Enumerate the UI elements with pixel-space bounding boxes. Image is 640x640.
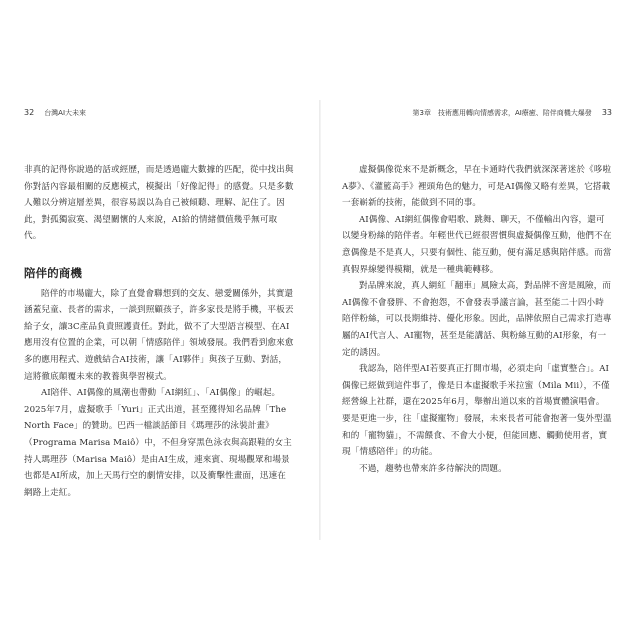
right-running-head bbox=[342, 108, 612, 118]
left-running-title: 台灣AI大未來 bbox=[44, 109, 87, 117]
right-body-text bbox=[342, 162, 612, 477]
left-paragraph-2: 陪伴的市場龐大，除了直覺會聯想到的交友、戀愛關係外，其實還涵蓋兒童、長者的需求，一談到照顧孩子，許多家長是將手機，平板丟給子女，讓3C產品負責照護責任。對此，做不了大型語言模型、在AI應用沒有位置的企業，可以朝「情感陪伴」領域發展。我們看到愈來愈多的應用程式、遊戲結合AI技術，讓「AI夥伴」與孩子互動、對話，這將徹底顛覆未來的教養與學習模式。 bbox=[24, 288, 294, 382]
page-gutter bbox=[319, 100, 321, 540]
right-paragraph-1: 虛擬偶像從來不是新概念，早在卡通時代我們就深深著迷於《哆啦A夢》、《灌籃高手》裡頭角色的魅力，可是AI偶像又略有差異，它搭載一套嶄新的技術，能做到不同的事。 bbox=[342, 165, 612, 209]
right-paragraph-5: 不過，趨勢也帶來許多待解決的問題。 bbox=[359, 463, 507, 474]
left-page-number: 32 bbox=[24, 108, 35, 117]
right-page bbox=[342, 108, 612, 477]
right-paragraph-2: AI偶像、AI網紅偶像會唱歌、跳舞、聊天，不僅輸出內容，還可以變身粉絲的陪伴者。年輕世代已經很習慣與虛擬偶像互動，他們不在意偶像是不是真人，只要有個性、能互動，便有滿足感與陪伴感。而當真假界線變得模糊，就是一種典範轉移。 bbox=[342, 214, 612, 275]
right-page-number: 33 bbox=[601, 108, 612, 117]
left-page bbox=[24, 108, 294, 501]
right-paragraph-3: 對品牌來說，真人網紅「翻車」風險太高，對品牌不啻是風險，而AI偶像不會發胖、不會抱怨，不會發表爭議言論，甚至能二十四小時陪伴粉絲，可以長期維持、優化形象。因此，品牌依照自己需求打造專屬的AI代言人、AI寵物，甚至是能講話、與粉絲互動的AI形象，有一定的誘因。 bbox=[342, 281, 612, 358]
section-heading: 陪伴的商機 bbox=[24, 265, 82, 280]
right-paragraph-4: 我認為，陪伴型AI若要真正打開市場，必須走向「虛實整合」。AI偶像已經做到這件事了，像是日本虛擬歌手米拉蜜（Mila Mii），不僅經營線上社群，還在2025年6月，舉辦出道以來的首場實體演唱會。要是更進一步，往「虛擬寵物」發展，未來長者可能會抱著一隻外型溫和的「寵物貓」，不需餵食、不會大小便，但能回應、觸動使用者，實現「情感陪伴」的功能。 bbox=[342, 364, 612, 458]
left-paragraph-3: AI陪伴、AI偶像的風潮也帶動「AI網紅」、「AI偶像」的崛起。2025年7月，虛擬歌手「Yuri」正式出道，甚至獲得知名品牌「The North Face」的贊助。巴西一檔談話節目《瑪理莎的泳裝計畫》（Programa Marisa Maiô）中，不但身穿黑色泳衣與高跟鞋的女主持人瑪理莎（Marisa Maiô）是由AI生成，連來賓、現場觀眾和場景也都是AI所成，加上天馬行空的劇情安排，以及衝擊性畫面，迅速在網路上走紅。 bbox=[24, 388, 292, 498]
left-body-text bbox=[24, 162, 294, 501]
left-paragraph-1: 非真的記得你說過的話或經歷，而是透過龐大數據的匹配，從中找出與你對話內容最相關的反應模式，模擬出「好像記得」的感覺。只是多數人難以分辨這層差異，很容易誤以為自己被傾聽、理解、記住了。因此，對孤獨寂寞、渴望關懷的人來說，AI給的情緒價值幾乎無可取代。 bbox=[24, 165, 294, 242]
left-running-head bbox=[24, 108, 294, 118]
right-running-title: 第3章 技術應用轉向情感需求，AI療癒、陪伴商機大爆發 bbox=[412, 109, 592, 117]
